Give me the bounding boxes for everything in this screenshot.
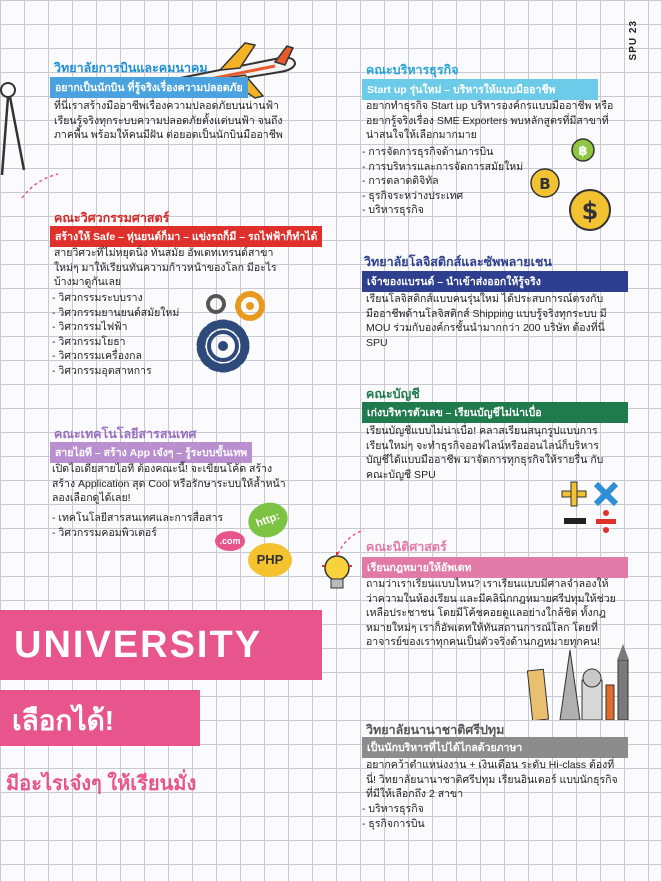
list-item: - วิศวกรรมยานยนต์สมัยใหม่ [52, 306, 212, 321]
list-item: - เทคโนโลยีสารสนเทศและการสื่อสาร [52, 511, 252, 526]
business-title: คณะบริหารธุรกิจ [366, 63, 459, 77]
dotcom-badge: .com [215, 531, 245, 551]
coins-icon [528, 135, 618, 235]
list-item: - บริหารธุรกิจ [362, 203, 542, 218]
intl-list [362, 802, 542, 831]
list-item: - วิศวกรรมอุตสาหการ [52, 364, 212, 379]
accounting-body: เรียนบัญชีแบบไม่น่าเบื่อ! คลาสเรียนสนุกรูปแบบการเรียนใหม่ๆ จะทำธุรกิจออฟไลน์หรือออนไลน์ก็บริหารบัญชีได้แบบมืออาชีพ มาจัดการทุกธุรกิจให้รายรื่น กับคณะบัญชี SPU [366, 425, 604, 481]
headline-tagline: มีอะไรเจ๋งๆ ให้เรียนมั่ง [6, 773, 197, 795]
list-item: - บริหารธุรกิจ [362, 802, 542, 817]
intl-title: วิทยาลัยนานาชาติศรีปทุม [366, 723, 505, 737]
law-body: ถามว่าเราเรียนแบบไหน? เราเรียนแบบมีศาลจำลองให้ว่าความในห้องเรียน และมีคลินิกกฎหมายศรีปทุมให้ช่วยเหลือประชาชน โดยมีโค้ชคอยดูแลอย่างใกล้ชิด ทั้งกฎหมายใหม่ๆ เราก็อัพเดทให้ทันสถานการณ์โลก โดยที่อาจารย์ของเราทุกคนเป็นตัวจริงด้านกฎหมายทุกคน! [366, 578, 616, 648]
law-title: คณะนิติศาสตร์ [366, 540, 447, 554]
accounting-title: คณะบัญชี [366, 387, 420, 401]
svg-text:B: B [539, 175, 551, 193]
list-item: - วิศวกรรมโยธา [52, 335, 212, 350]
gears-icon [188, 286, 288, 386]
business-body: อยากทำธุรกิจ Start up บริหารองค์กรแบบมืออาชีพ หรืออยากรู้จริงเรื่อง SME Exporters พบหลักสูตรที่มีสาขาที่น่าสนใจให้เลือกมากมาย [366, 100, 614, 141]
aviation-title: วิทยาลัยการบินและคมนาคม [54, 61, 208, 75]
list-item: - วิศวกรรมเครื่องกล [52, 349, 212, 364]
list-item: - ธุรกิจการบิน [362, 817, 542, 832]
light-bulb-icon [320, 552, 354, 598]
list-item: - วิศวกรรมระบบราง [52, 291, 212, 306]
intl-body: อยากคว้าตำแหน่งงาน + เงินเดือน ระดับ Hi-class ต้องที่นี่! วิทยาลัยนานาชาติศรีปทุม เรียนอินเตอร์ แบบนักธุรกิจ ที่มีให้เลือกถึง 2 สาขา [366, 759, 618, 800]
list-item: - การจัดการธุรกิจด้านการบิน [362, 145, 542, 160]
php-badge: PHP [248, 543, 292, 577]
business-list [362, 145, 542, 218]
law-tag: เรียนกฎหมายให้อัพเดท [362, 557, 628, 578]
engineering-body: สายวิศวะที่ไม่หยุดนิ่ง ทันสมัย อัพเดทเทรนด์สาขาใหม่ๆ มาให้เรียนทันความก้าวหน้าของโลก มีอะไรบ้างมาดูกันเลย [54, 247, 277, 288]
dashed-connector [20, 170, 60, 200]
business-tag: Start up รุ่นใหม่ – บริหารให้แบบมืออาชีพ [362, 79, 598, 100]
page-number: SPU 23 [628, 20, 639, 61]
math-symbols-icon [560, 478, 622, 538]
it-body: เปิดไอเดียสายไอที ต้องคณะนี้! จะเขียนโค้ด สร้าง สร้าง Application สุด Cool หรือรักษาระบบให้ล้ำหน้า ลองเลือกดูได้เลย! [52, 463, 286, 504]
it-title: คณะเทคโนโลยีสารสนเทศ [54, 427, 197, 441]
svg-text:$: $ [581, 197, 599, 225]
http-badge: http: [243, 497, 292, 543]
headline-choose: เลือกได้! [12, 705, 115, 736]
list-item: - ธุรกิจระหว่างประเทศ [362, 189, 542, 204]
landmarks-icon [520, 640, 640, 720]
svg-text:฿: ฿ [578, 144, 588, 159]
aviation-body: ที่นี่เราสร้างมืออาชีพเรื่องความปลอดภัยบนน่านฟ้า เรียนรู้จริงทุกระบบความปลอดภัยตั้งแต่บนฟ้า จนถึงภาคพื้น พร้อมให้คนมีฝัน ต่อยอดเป็นนักบินมืออาชีพ [54, 100, 283, 141]
logistics-tag: เจ้าของแบรนด์ – นำเข้าส่งออกให้รู้จริง [362, 271, 628, 292]
list-item: - วิศวกรรมคอมพิวเตอร์ [52, 526, 252, 541]
intl-tag: เป็นนักบริหารที่ไปได้ไกลด้วยภาษา [362, 737, 628, 758]
aviation-tag: อยากเป็นนักบิน ที่รู้จริงเรื่องความปลอดภัย [50, 77, 248, 98]
list-item: - การตลาดดิจิทัล [362, 174, 542, 189]
compass-icon [0, 70, 30, 180]
list-item: - วิศวกรรมไฟฟ้า [52, 320, 212, 335]
engineering-tag: สร้างให้ Safe – หุ่นยนต์ก็มา – แข่งรถก็มี – รถไฟฟ้าก็ทำได้ [50, 226, 322, 247]
engineering-title: คณะวิศวกรรมศาสตร์ [54, 211, 170, 225]
list-item: - การบริหารและการจัดการสมัยใหม่ [362, 160, 542, 175]
logistics-title: วิทยาลัยโลจิสติกส์และซัพพลายเชน [364, 255, 552, 269]
headline-word: UNIVERSITY [14, 624, 263, 666]
it-tag: สายไอที – สร้าง App เจ๋งๆ – รู้ระบบขั้นเทพ [50, 442, 252, 463]
logistics-body: เรียนโลจิสติกส์แบบคนรุ่นใหม่ ได้ประสบการณ์ตรงกับมืออาชีพด้านโลจิสติกส์ Shipping แบบรู้จริงทุกระบบ มี MOU ร่วมกับองค์กรชั้นนำมากกว่า 200 บริษัท ต้องที่นี่ SPU [366, 293, 607, 349]
accounting-tag: เก่งบริหารตัวเลข – เรียนบัญชีไม่น่าเบื่อ [362, 402, 628, 423]
